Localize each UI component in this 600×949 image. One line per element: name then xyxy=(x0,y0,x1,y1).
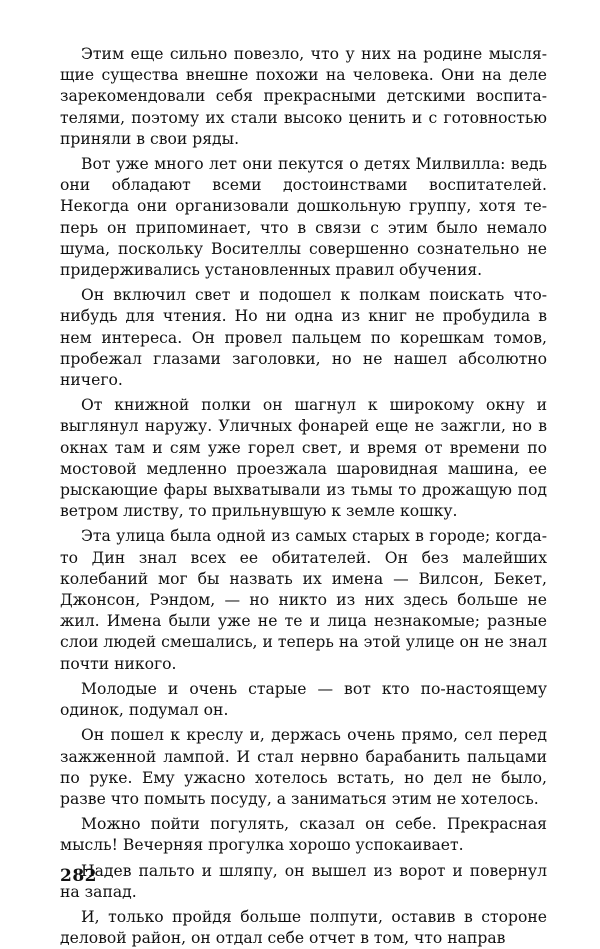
paragraph-8: Можно пойти погулять, сказал он себе. Прекрасная мысль! Вечерняя прогулка хорошо успокаивает. xyxy=(60,815,547,855)
page-number: 282 xyxy=(60,866,97,886)
paragraph-6: Молодые и очень старые — вот кто по-настоящему одинок, подумал он. xyxy=(60,679,547,720)
paragraph-7: Он пошел к креслу и, держась очень прямо, сел перед зажженной лампой. И стал нервно барабанить пальцами по руке. Ему ужасно хотелось встать, но дел не было, разве что помыть посуду, а заниматься этим не хотелось. xyxy=(60,726,547,808)
paragraph-1: Этим еще сильно повезло, что у них на родине мыслящие существа внешне похожи на человека. Они на деле зарекомендовали себя прекрасными детскими воспитателями, поэтому их стали высоко ценить и с готовностью приняли в свои ряды. xyxy=(60,45,547,148)
book-page xyxy=(60,44,547,948)
paragraph-10: И, только пройдя больше полпути, оставив в стороне деловой район, он отдал себе отчет в том, что направ xyxy=(60,907,547,948)
paragraph-4: От книжной полки он шагнул к широкому окну и выглянул наружу. Уличных фонарей еще не зажгли, но в окнах там и сям уже горел свет, и время от времени по мостовой медленно проезжала шаровидная машина, ее рыскающие фары выхватывали из тьмы то дрожащую под ветром листву, то прильнувшую к земле кошку. xyxy=(60,396,547,521)
paragraph-3: Он включил свет и подошел к полкам поискать чтонибудь для чтения. Но ни одна из книг не пробудила в нем интереса. Он провел пальцем по корешкам томов, пробежал глазами заголовки, но не нашел абсолютно ничего. xyxy=(60,286,547,390)
paragraph-5: Эта улица была одной из самых старых в городе; когда-то Дин знал всех ее обитателей. Он без малейших колебаний мог бы назвать их имена — Вилсон, Бекет, Джонсон, Рэндом, — но никто из них здесь больше не жил. Имена были уже не те и лица незнакомые; разные слои людей смешались, и теперь на этой улице он не знал почти никого. xyxy=(60,527,547,673)
paragraph-9: Надев пальто и шляпу, он вышел из ворот и повернул на запад. xyxy=(60,861,547,901)
paragraph-2: Вот уже много лет они пекутся о детях Милвилла: ведь они обладают всеми достоинствами воспитателей. Некогда они организовали дошкольную группу, хотя теперь он припоминает, что в связи с этим было немало шума, поскольку Восителлы совершенно сознательно не придерживались установленных правил обучения. xyxy=(60,155,547,280)
